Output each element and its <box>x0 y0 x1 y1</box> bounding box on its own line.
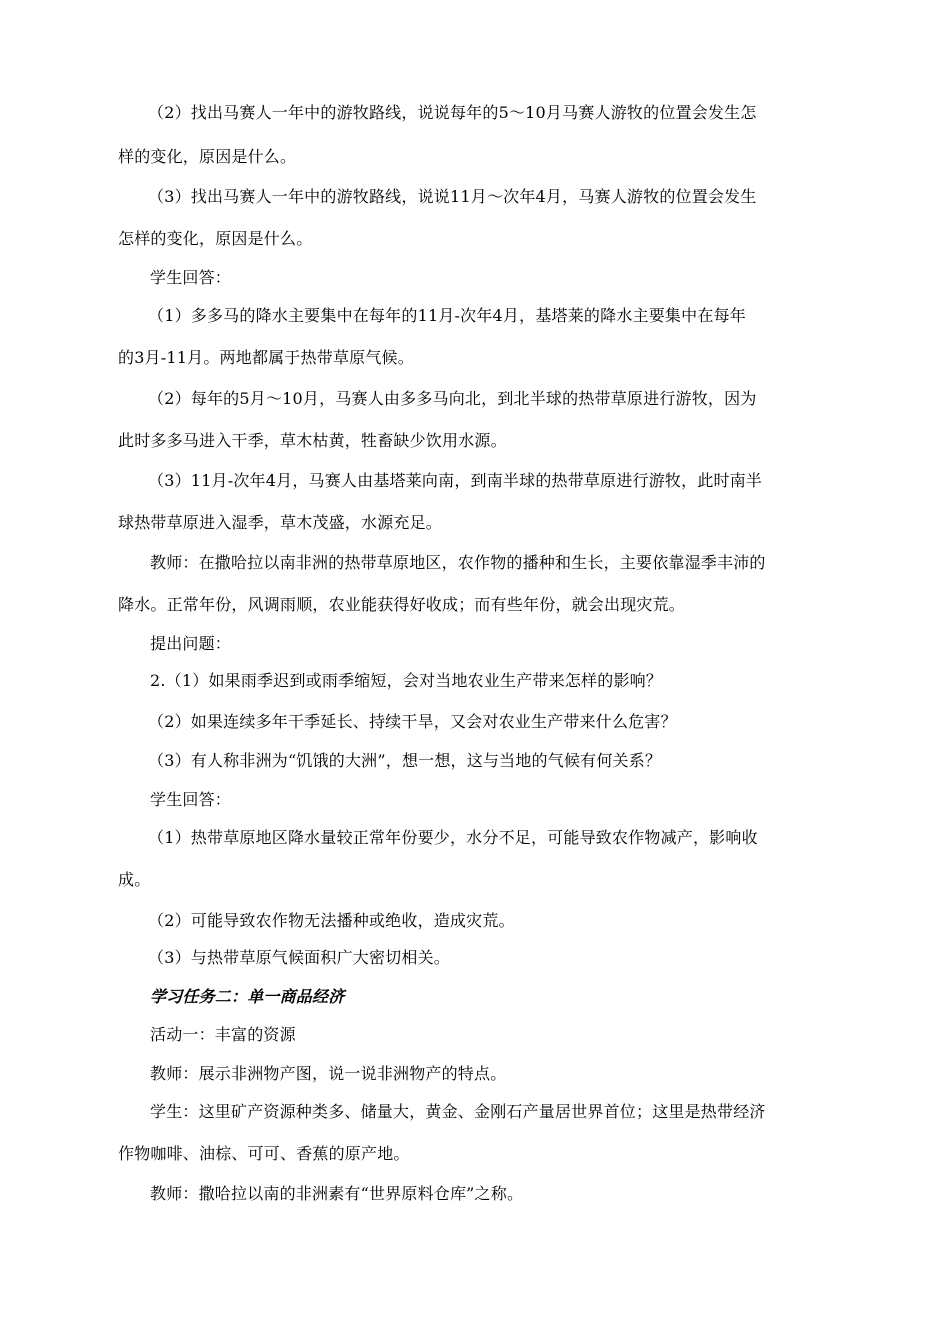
paragraph-line: 球热带草原进入湿季，草木茂盛，水源充足。 <box>118 513 443 532</box>
paragraph-line: 作物咖啡、油棕、可可、香蕉的原产地。 <box>118 1144 410 1163</box>
paragraph-line: （3）有人称非洲为“饥饿的大洲”，想一想，这与当地的气候有何关系？ <box>148 751 662 770</box>
paragraph-line: （2）如果连续多年干季延长、持续干旱，又会对农业生产带来什么危害？ <box>148 712 677 731</box>
paragraph-line: 此时多多马进入干季，草木枯黄，牲畜缺少饮用水源。 <box>118 431 507 450</box>
paragraph-line: 提出问题： <box>150 634 232 653</box>
paragraph-line: （2）每年的5月～10月，马赛人由多多马向北，到北半球的热带草原进行游牧，因为 <box>148 389 757 408</box>
paragraph-line: 2.（1）如果雨季迟到或雨季缩短，会对当地农业生产带来怎样的影响？ <box>150 671 663 690</box>
paragraph-line: （3）11月-次年4月，马赛人由基塔莱向南，到南半球的热带草原进行游牧，此时南半 <box>148 471 763 490</box>
section-heading: 学习任务二：单一商品经济 <box>150 987 345 1006</box>
paragraph-line: 学生回答： <box>150 268 232 287</box>
paragraph-line: 降水。正常年份，风调雨顺，农业能获得好收成；而有些年份，就会出现灾荒。 <box>118 595 686 614</box>
paragraph-line: （3）找出马赛人一年中的游牧路线，说说11月～次年4月，马赛人游牧的位置会发生 <box>148 187 757 206</box>
paragraph-line: 教师：展示非洲物产图，说一说非洲物产的特点。 <box>150 1064 507 1083</box>
paragraph-line: （2）找出马赛人一年中的游牧路线，说说每年的5～10月马赛人游牧的位置会发生怎 <box>148 103 757 122</box>
paragraph-line: 的3月-11月。两地都属于热带草原气候。 <box>118 348 414 367</box>
paragraph-line: （3）与热带草原气候面积广大密切相关。 <box>148 948 450 967</box>
paragraph-line: 学生：这里矿产资源种类多、储量大，黄金、金刚石产量居世界首位；这里是热带经济 <box>150 1102 766 1121</box>
paragraph-line: （1）多多马的降水主要集中在每年的11月-次年4月，基塔莱的降水主要集中在每年 <box>148 306 746 325</box>
paragraph-line: 成。 <box>118 870 151 889</box>
paragraph-line: 教师：在撒哈拉以南非洲的热带草原地区，农作物的播种和生长，主要依靠湿季丰沛的 <box>150 553 766 572</box>
paragraph-line: （2）可能导致农作物无法播种或绝收，造成灾荒。 <box>148 911 515 930</box>
paragraph-line: 活动一：丰富的资源 <box>150 1025 296 1044</box>
paragraph-line: 怎样的变化，原因是什么。 <box>118 229 313 248</box>
paragraph-line: 样的变化，原因是什么。 <box>118 147 297 166</box>
paragraph-line: （1）热带草原地区降水量较正常年份要少，水分不足，可能导致农作物减产，影响收 <box>148 828 758 847</box>
paragraph-line: 教师：撒哈拉以南的非洲素有“世界原料仓库”之称。 <box>150 1184 524 1203</box>
paragraph-line: 学生回答： <box>150 790 232 809</box>
